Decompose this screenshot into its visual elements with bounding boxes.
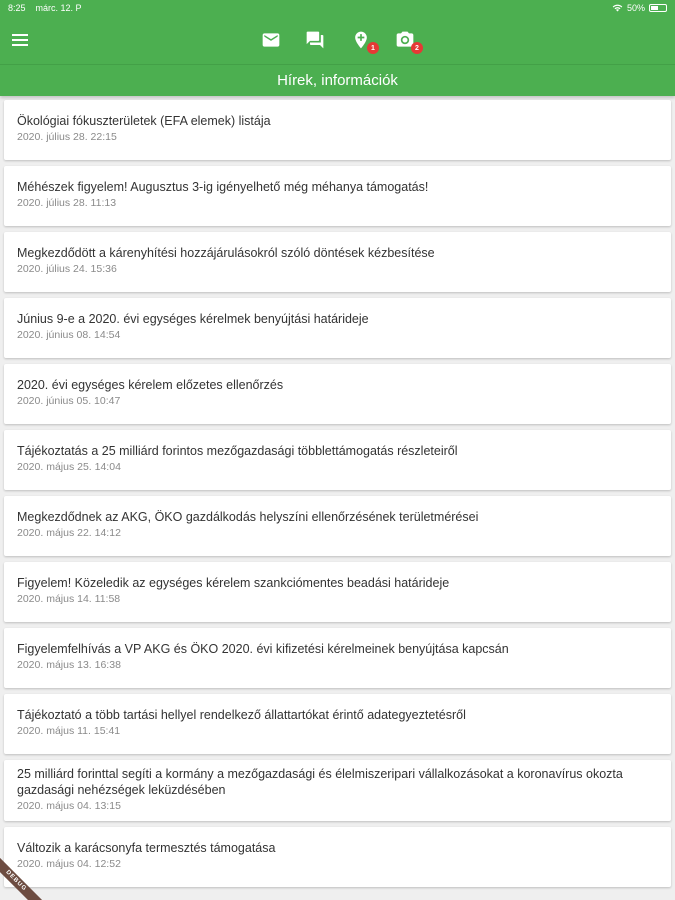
news-item-title: Méhészek figyelem! Augusztus 3-ig igényelhető még méhanya támogatás!	[17, 180, 429, 194]
add-location-icon[interactable]	[351, 30, 373, 50]
news-item-title: 25 milliárd forinttal segíti a kormány a mezőgazdasági és élelmiszeripari vállalkozásokat a koronavírus okozta gazdasági nehézségek leküzdésében	[17, 767, 623, 797]
news-item-date: 2020. július 24. 15:36	[17, 263, 117, 275]
camera-icon[interactable]	[395, 30, 417, 50]
location-badge: 1	[367, 42, 379, 54]
chat-icon[interactable]	[305, 30, 327, 50]
wifi-icon	[612, 4, 623, 12]
news-item-date: 2020. május 25. 14:04	[17, 461, 121, 473]
news-item[interactable]	[4, 496, 671, 556]
news-item-title: Megkezdődött a kárenyhítési hozzájárulásokról szóló döntések kézbesítése	[17, 246, 435, 260]
news-list	[0, 96, 675, 887]
status-date: márc. 12. P	[35, 3, 82, 13]
news-item[interactable]	[4, 760, 671, 821]
mail-icon[interactable]	[261, 30, 283, 50]
news-item-date: 2020. június 08. 14:54	[17, 329, 121, 341]
news-item-date: 2020. július 28. 22:15	[17, 131, 117, 143]
news-item-title: Tájékoztató a több tartási hellyel rendelkező állattartókat érintő adategyeztetésről	[17, 708, 466, 722]
camera-badge: 2	[411, 42, 423, 54]
toolbar	[0, 16, 675, 64]
news-item-title: Figyelemfelhívás a VP AKG és ÖKO 2020. évi kifizetési kérelmeinek benyújtása kapcsán	[17, 642, 509, 656]
news-item-title: Megkezdődnek az AKG, ÖKO gazdálkodás helyszíni ellenőrzésének területmérései	[17, 510, 479, 524]
page-title: Hírek, információk	[0, 64, 675, 96]
news-item-date: 2020. május 13. 16:38	[17, 659, 121, 671]
news-item-title: Figyelem! Közeledik az egységes kérelem szankciómentes beadási határideje	[17, 576, 450, 590]
news-item-date: 2020. május 22. 14:12	[17, 527, 121, 539]
news-item[interactable]	[4, 232, 671, 292]
news-item-date: 2020. május 14. 11:58	[17, 593, 121, 605]
debug-banner: DEBUG	[0, 853, 44, 900]
news-item-date: 2020. május 04. 12:52	[17, 858, 121, 870]
battery-icon	[649, 4, 667, 12]
news-item[interactable]	[4, 628, 671, 688]
news-item[interactable]	[4, 430, 671, 490]
news-item-title: Tájékoztatás a 25 milliárd forintos mezőgazdasági többlettámogatás részleteiről	[17, 444, 458, 458]
news-item-title: Ökológiai fókuszterületek (EFA elemek) listája	[17, 114, 271, 128]
news-item[interactable]	[4, 364, 671, 424]
status-time: 8:25	[8, 3, 26, 13]
news-item-title: Június 9-e a 2020. évi egységes kérelmek benyújtási határideje	[17, 312, 369, 326]
news-item-date: 2020. július 28. 11:13	[17, 197, 117, 209]
news-item[interactable]	[4, 827, 671, 887]
news-item-title: 2020. évi egységes kérelem előzetes ellenőrzés	[17, 378, 284, 392]
news-item[interactable]	[4, 298, 671, 358]
news-item[interactable]	[4, 166, 671, 226]
news-item[interactable]	[4, 100, 671, 160]
menu-icon[interactable]	[12, 30, 34, 50]
news-item[interactable]	[4, 562, 671, 622]
news-item-date: 2020. május 11. 15:41	[17, 725, 121, 737]
news-item[interactable]	[4, 694, 671, 754]
news-item-date: 2020. június 05. 10:47	[17, 395, 121, 407]
news-item-title: Változik a karácsonyfa termesztés támogatása	[17, 841, 276, 855]
battery-percent: 50%	[626, 3, 645, 13]
status-bar	[0, 0, 675, 16]
news-item-date: 2020. május 04. 13:15	[17, 800, 121, 812]
